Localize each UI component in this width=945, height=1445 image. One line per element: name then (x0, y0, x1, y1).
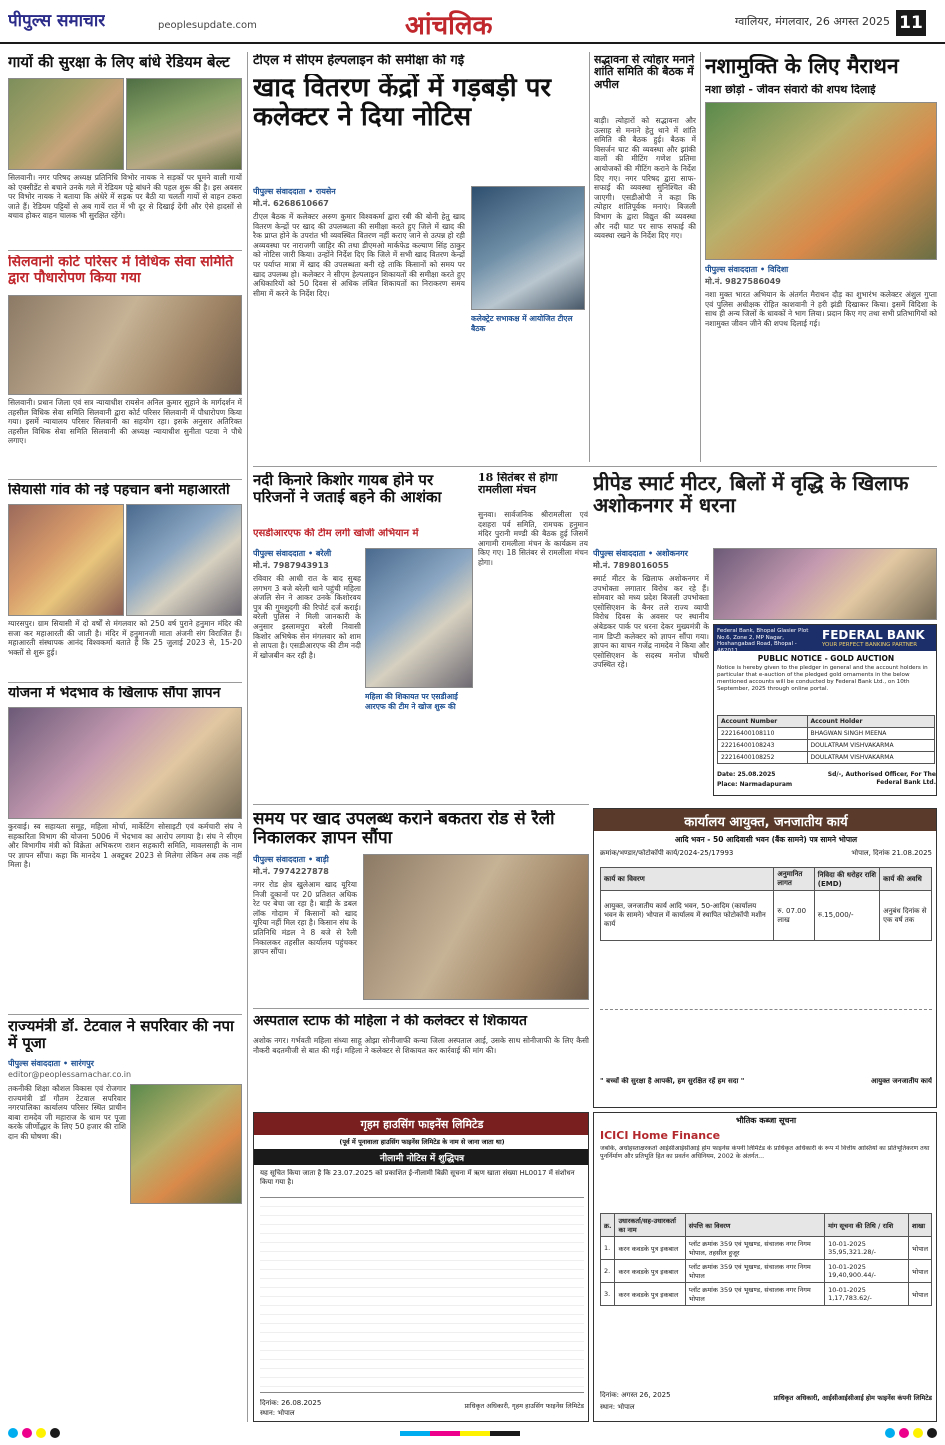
brand-url[interactable]: peoplesupdate.com (158, 20, 257, 31)
registration-mark (899, 1428, 909, 1438)
story-body: स्मार्ट मीटर के खिलाफ अशोकनगर में उपभोक्ता लगातार विरोध कर रहे हैं। सोमवार को मध्य प्रदेश बिजली उपभोक्ता एसोसिएशन के बैनर तले राज्य व्यापी विरोध दिवस के अवसर पर स्थानीय अंबेडकर पार्क पर धरना देकर मुख्यमंत्री के नाम डिप्टी कलेक्टर को ज्ञापन सौंपा गया। ज्ञापन का वाचन गजेंद्र नामदेव ने किया और एसोसिएशन के सदस्य मनोज चौधरी उपस्थित रहे। (593, 574, 709, 670)
story-body: टीएल बैठक में कलेक्टर अरुण कुमार विश्वकर्मा द्वारा रबी की बोनी हेतु खाद वितरण केन्द्रों पर खाद की उपलब्धता की समीक्षा करते हुए जिले में खाद की रैक प्राप्त होने के उपरांत भी व्यवस्थित वितरण नहीं कराए जाने से उत्पन्न हो रही अव्यवस्था पर नाराजगी जाहिर की तथा डीएमओ मार्कफेड कल्याण सिंह ठाकुर को नोटिस जारी किया। उन्होंने निर्देश दिए कि जिले में सभी खाद वितरण केन्द्रों पर पर्याप्त मात्रा में खाद की उपलब्धता बनी रहे ताकि किसानों को समय पर खाद उपलब्ध हो। कलेक्टर ने सीएम हेल्पलाइन शिकायतों की समीक्षा करते हुए अधिकारियों को 50 दिवस से अधिक लंबित शिकायतों का निराकरण समय सीमा में करने के निर्देश दिए। (253, 212, 465, 298)
federal-bank-ad (713, 624, 937, 796)
story-headline[interactable]: गायों की सुरक्षा के लिए बांधे रेडियम बेल्ट (8, 54, 230, 71)
story-headline[interactable]: सिलवानी कोर्ट परिसर में विधिक सेवा समिति द्वारा पौधारोपण किया गया (8, 255, 234, 286)
story-headline[interactable]: योजना में भेदभाव के खिलाफ सौंपा ज्ञापन (8, 686, 221, 701)
mobile: मो.नं. 6268610667 (253, 199, 329, 208)
divider (8, 682, 242, 683)
meeting-photo (471, 186, 585, 310)
table-row: 2. करन कवडके पुत्र इकबाल प्लॉट क्रमांक 359 एवं भूखण्ड, संचालक नगर निगम भोपाल 10-01-2025 19,40,900.44/- भोपाल (601, 1260, 932, 1283)
table-row: 1. करन कवडके पुत्र इकबाल प्लॉट क्रमांक 359 एवं भूखण्ड, संचालक नगर निगम भोपाल, तहसील हुजूर 10-01-2025 35,95,321.28/- भोपाल (601, 1237, 932, 1260)
icici-possession-ad (593, 1112, 937, 1422)
ad-footer: " बच्चों की सुरक्षा है आपकी, हम सुरक्षित रहें हम सदा " (600, 1077, 745, 1085)
ad-title: कार्यालय आयुक्त, जनजातीय कार्य (684, 815, 848, 830)
table-header: मांग सूचना की तिथि / राशि (825, 1214, 909, 1237)
story-photo (126, 78, 242, 170)
byline: पीपुल्स संवाददाता • अशोकनगर (593, 549, 688, 558)
bank-name: FEDERAL BANK (822, 628, 925, 642)
section-title: आंचलिक (405, 11, 493, 41)
dateline: ग्वालियर, मंगलवार, 26 अगस्त 2025 (735, 15, 891, 28)
story-headline[interactable]: अस्पताल स्टाफ की महिला ने की कलेक्टर से शिकायत (253, 1014, 527, 1029)
table-row: 22216400108252 DOULATRAM VISHVAKARMA (718, 752, 935, 764)
story-headline[interactable]: नशामुक्ति के लिए मैराथन (705, 54, 899, 78)
mobile: मो.नं. 7898016055 (593, 561, 669, 570)
table-header: Account Number (718, 716, 808, 728)
ad-signatory: आयुक्त जनजातीय कार्य (870, 1077, 932, 1085)
protest-story (593, 470, 937, 800)
registration-mark (913, 1428, 923, 1438)
hospital-story (253, 1012, 589, 1108)
ad-place: स्थान: भोपाल (600, 1403, 635, 1411)
story-photo (126, 504, 242, 616)
byline: पीपुल्स संवाददाता • विदिशा (705, 265, 789, 274)
story-body: तकनीकी शिक्षा कौशल विकास एवं रोजगार राज्यमंत्री डॉ गौतम टेटवाल सपरिवार नगरपालिका कार्यालय परिसर स्थित प्राचीन बाबा रामदेव जी महाराज के धाम पर पूजा करके जीर्णोद्धार के लिए 50 हजार की राशि दान की घोषणा की। (8, 1084, 126, 1141)
story-headline[interactable]: 18 सितंबर से होगा रामलीला मंचन (478, 472, 558, 497)
table-header: उधारकर्ता/सह-उधारकर्ता का नाम (615, 1214, 685, 1237)
story-headline[interactable]: राज्यमंत्री डॉ. टेटवाल ने सपरिवार की नपा में पूजा (8, 1018, 234, 1052)
notice-body: यह सूचित किया जाता है कि 23.07.2025 को प्रकाशित ई-नीलामी बिक्री सूचना में ऋण खाता संख्या HL0017 में संशोधन किया गया है। (260, 1169, 575, 1187)
table-header: निविदा की धरोहर राशि (EMD) (814, 868, 879, 891)
ad-fine-print (600, 1009, 932, 1069)
table-header: शाखा (908, 1214, 931, 1237)
byline: पीपुल्स संवाददाता • रायसेन (253, 187, 336, 196)
tender-table (600, 867, 932, 941)
story-subheadline: नशा छोड़ो - जीवन संवारो की शपथ दिलाई (705, 84, 876, 96)
table-header: कार्य का विवरण (601, 868, 774, 891)
table-header: क्र. (601, 1214, 615, 1237)
story-body: सिलवानी। नगर परिषद अध्यक्ष प्रतिनिधि विभोर नायक ने सड़कों पर घूमने वाली गायों को एक्सीडेंट से बचाने उनके गले में रेडियम पट्टे बांधने की पहल शुरू की है। इस अवसर पर विभोर नायक ने बताया कि अंधेरे में सड़क पर बैठी या चलती गायों से वाहन टकरा जाते हैं। रेडियम पट्टियों से अब गायें रात में भी दूर से दिखाई देंगी और ऐसे हादसों से बचाव होकर वाहन चालक भी सुरक्षित रहेंगे। (8, 173, 242, 221)
divider (253, 1008, 589, 1009)
column-divider (700, 52, 701, 462)
missing-teen-photo (365, 548, 473, 688)
ad-place: Place: Narmadapuram (717, 781, 793, 788)
story-kicker: टीएल में सीएम हेल्पलाइन की समीक्षा की गई (253, 54, 465, 68)
column-divider (247, 52, 248, 1422)
table-header: Account Holder (807, 716, 934, 728)
story-headline[interactable]: सियासी गांव की नई पहचान बनी महाआरती (8, 483, 230, 498)
table-row: 22216400108110 BHAGWAN SINGH MEENA (718, 728, 935, 740)
mobile: मो.नं. 7987943913 (253, 561, 329, 570)
table-header: संपत्ति का विवरण (685, 1214, 824, 1237)
byline: पीपुल्स संवाददाता • सारंगपुर (8, 1059, 94, 1068)
lead-headline[interactable]: खाद वितरण केंद्रों में गड़बड़ी पर कलेक्टर ने दिया नोटिस (253, 74, 552, 133)
marathon-photo (705, 102, 937, 260)
ad-title: भौतिक कब्जा सूचना (735, 1116, 797, 1125)
side-column (594, 52, 696, 462)
story-headline[interactable]: सद्भावना से त्योहार मनाने शांति समिति की बैठक में अपील (594, 54, 695, 91)
mobile: मो.नं. 9827586049 (705, 277, 781, 286)
story-photo (130, 1084, 242, 1204)
color-bar (460, 1431, 490, 1436)
notice-body: Notice is hereby given to the pledger in general and the account holders in particular that e-auction of the pledged gold ornaments in the below mentioned accounts will be conducted by Federal Bank Ltd., on 10th September, 2025 through online portal. (717, 665, 928, 692)
registration-mark (885, 1428, 895, 1438)
left-column (8, 52, 242, 1422)
story-body: अशोक नगर। गर्भवती महिला संध्या साहू ओझा सोनीजाफी कन्या जिला अस्पताल आई, उसके साथ सोनीजाफी के लिए कैसी नौकरी बदतमीजी से बात की गई। महिला ने कलेक्टर से शिकायत कर कार्रवाई की मांग की। (253, 1036, 589, 1055)
registration-mark (22, 1428, 32, 1438)
ad-date: दिनांक: 26.08.2025 (260, 1399, 322, 1407)
ad-date: दिनांक: अगस्त 26, 2025 (600, 1391, 671, 1399)
table-header: अनुमानित लागत (774, 868, 814, 891)
ad-fine-print (260, 1197, 584, 1393)
story-body: नगर रोड क्षेत्र खुलेआम खाद यूरिया निजी दुकानों पर 20 प्रतिशत अधिक रेट पर बेचा जा रहा है। बाड़ी के डबल लॉक गोदाम में किसानों को खाद यूरिया नहीं मिल रहा है। किसान संघ के प्रतिनिधि मंडल ने 8 बजे से रैली निकालकर तहसील कार्यालय पहुंचकर ज्ञापन सौंपा। (253, 880, 357, 957)
divider (8, 1014, 242, 1015)
masthead (0, 0, 945, 44)
story-body: रविवार की आधी रात के बाद सुबह लगभग 3 बजे बरेली थाने पहुंची महिला अंजलि सेन ने आकर उनके किशोरवय पुत्र की गुमशुदगी की रिपोर्ट दर्ज कराई। बरेली पुलिस ने मिली जानकारी के अनुसार इस्लामपुरा बरेली निवासी किशोर अभिषेक सेन मंगलवार को शाम से लापता है। एसडीआरएफ की टीम नदी में खोजबीन कर रही है। (253, 574, 361, 660)
ad-subtitle: (पूर्व में पूनावाला हाउसिंग फाइनेंस लिमिटेड के नाम से जाना जाता था) (339, 1138, 505, 1146)
column-divider (589, 52, 590, 462)
divider (8, 479, 242, 480)
byline: पीपुल्स संवाददाता • बरेली (253, 549, 332, 558)
notice-title: नीलामी नोटिस में शुद्धिपत्र (379, 1154, 465, 1164)
divider (253, 466, 937, 467)
bank-logo: ICICI Home Finance (600, 1129, 721, 1142)
marathon-story (705, 52, 937, 462)
registration-mark (50, 1428, 60, 1438)
ad-date: भोपाल, दिनांक 21.08.2025 (851, 849, 932, 857)
ad-signatory: प्राधिकृत अधिकारी, आईसीआईसीआई होम फाइनेंस कंपनी लिमिटेड (773, 1394, 932, 1402)
tribal-tender-ad (593, 808, 937, 1108)
registration-mark (36, 1428, 46, 1438)
table-header: कार्य की अवधि (880, 868, 932, 891)
photo-caption: महिला की शिकायत पर एसडीआई आरएफ की टीम ने खोज शुरू की (365, 692, 458, 711)
brand-logo[interactable]: पीपुल्स समाचार (8, 11, 106, 31)
color-bar (400, 1431, 430, 1436)
story-kicker: एसडीआरएफ की टीम लगी खोजी अभियान में (253, 528, 419, 539)
protest-photo (713, 548, 937, 620)
missing-story (253, 470, 473, 800)
story-headline[interactable]: प्रीपेड स्मार्ट मीटर, बिलों में वृद्धि के खिलाफ अशोकनगर में धरना (593, 472, 909, 517)
ramleela-story (478, 470, 588, 800)
lead-story (253, 52, 585, 462)
notice-title: PUBLIC NOTICE - GOLD AUCTION (757, 654, 895, 663)
rally-photo (363, 854, 589, 1000)
story-body: बाड़ी। त्योहारों को सद्भावना और उत्साह से मनाने हेतु थाने में शांति समिति की बैठक हुई। बैठक में विसर्जन घाट की व्यवस्था और झांकी वालों की मीटिंग गणेश प्रतिमा आयोजकों की मीटिंग कराने के निर्देश दिए गए। नगर परिषद द्वारा साफ-सफाई की व्यवस्था सुनिश्चित की जाएगी। एसडीओपी ने कहा कि त्योहार शांतिपूर्वक मनाएं। बिजली विभाग के द्वारा विद्युत की व्यवस्था और नदी घाट पर साफ सफाई की व्यवस्था रखने के निर्देश दिए गए। (594, 116, 696, 241)
color-bar (490, 1431, 520, 1436)
byline: पीपुल्स संवाददाता • बाड़ी (253, 855, 329, 864)
bank-branch: Federal Bank, Bhopal Glasier Plot No.6, Zone 2, MP Nagar, Hoshangabad Road, Bhopal - 462011 (717, 628, 809, 654)
color-bar (430, 1431, 460, 1436)
email-link[interactable]: editor@peoplessamachar.co.in (8, 1070, 132, 1079)
story-headline[interactable]: नदी किनारे किशोर गायब होने पर परिजनों ने जताई बहने की आशंका (253, 472, 442, 506)
fertilizer-story (253, 808, 589, 1004)
bank-tagline: YOUR PERFECT BANKING PARTNER (822, 642, 918, 648)
griham-ad (253, 1112, 589, 1422)
registration-mark (8, 1428, 18, 1438)
story-photo (8, 295, 242, 395)
notice-body: जबकि, अधोहस्ताक्षरकर्ता आईसीआईसीआई होम फाइनेंस कंपनी लिमिटेड के प्राधिकृत अधिकारी के रूप में वित्तीय आस्तियों का प्रतिभूतिकरण तथा पुनर्निर्माण और प्रतिभूति हित का प्रवर्तन अधिनियम, 2002 के अंतर्गत... (600, 1145, 930, 1161)
story-photo (8, 78, 124, 170)
story-headline[interactable]: समय पर खाद उपलब्ध कराने बकतरा रोड से रैली निकालकर ज्ञापन सौंपा (253, 810, 555, 849)
story-body: ग्यारसपुर। ग्राम सियासी में दो वर्षों से मंगलवार को 250 वर्ष पुराने हनुमान मंदिर की सजा कर महाआरती की जाती है। मंदिर में हनुमानजी माता अंजनी संग विराजित हैं। महाआरती संस्थापक आनंद विश्वकर्मा बताते हैं कि 25 जुलाई 2023 से, 15-20 भक्तों से शुरू हुई। (8, 619, 242, 657)
page-number: 11 (896, 10, 926, 36)
divider (8, 250, 242, 251)
possession-table (600, 1213, 932, 1306)
story-body: नशा मुक्त भारत अभियान के अंतर्गत मैराथन दौड़ का शुभारंभ कलेक्टर अंशुल गुप्ता एवं पुलिस अधीक्षक रोहित काशवानी ने हरी झंडी दिखाकर किया। इसमें विदिशा के साथ ही अन्य जिलों के धावकों ने भाग लिया। प्रदान किए गए तथा सभी प्रतिभागियों को नशामुक्त जीवन जीने की शपथ दिलाई गई। (705, 290, 937, 328)
mobile: मो.नं. 7974227878 (253, 867, 329, 876)
auction-table (717, 715, 935, 764)
table-row: 3. करन कवडके पुत्र इकबाल प्लॉट क्रमांक 359 एवं भूखण्ड, संचालक नगर निगम भोपाल 10-01-2025 1,17,783.62/- भोपाल (601, 1283, 932, 1306)
ad-signatory: प्राधिकृत अधिकारी, गृहम हाउसिंग फाइनेंस लिमिटेड (464, 1402, 584, 1410)
photo-caption: कलेक्ट्रेट सभाकक्ष में आयोजित टीएल बैठक (471, 314, 573, 333)
ad-title: गृहम हाउसिंग फाइनेंस लिमिटेड (360, 1118, 484, 1131)
story-body: कुरवाई। स्व सहायता समूह, महिला मोर्चा, मार्केटिंग सोसाइटी एवं कर्मचारी संघ ने सहकारिता विभाग की योजना 5006 में भेदभाव का आरोप लगाया है। संघ ने सीएम और विभागीय मंत्री को विक्रेता अभिकरण राशन सहकारी समिति, मावलसाही के नाम पर ज्ञापन सौंपा। कहा कि मानदेय 1 अक्टूबर 2023 से मिलेगा लेकिन अब तक नहीं मिला है। (8, 822, 242, 870)
divider (253, 804, 589, 805)
ad-signatory: Sd/-, Authorised Officer, For The Federal Bank Ltd. (827, 771, 936, 786)
story-photo (8, 504, 124, 616)
table-row: 22216400108243 DOULATRAM VISHVAKARMA (718, 740, 935, 752)
ad-subtitle: आदि भवन - 50 आदिवासी भवन (बैंक सामने) पत्र सामने भोपाल (674, 835, 858, 844)
story-body: सुनवा। सार्वजनिक श्रीरामलीला एवं दशहरा पर्व समिति, रामचक हनुमान मंदिर पुरानी मण्डी की बैठक हुई जिसमें आगामी रामलीला मंचन के कार्यक्रम तय किए गए। 18 सितंबर से रामलीला मंचन होगा। (478, 510, 588, 567)
registration-mark (927, 1428, 937, 1438)
story-body: सिलवानी। प्रधान जिला एवं सत्र न्यायाधीश रायसेन अनिल कुमार सुहाने के मार्गदर्शन में तहसील विधिक सेवा समिति सिलवानी द्वारा कोर्ट परिसर सिलवानी में पौधारोपण किया गया। इसमें न्यायालय परिसर सिलवानी का सहयोग रहा। इसके अनुसार अतिरिक्त तहसील विधिक सेवा समिति सिलवानी की अध्यक्ष न्यायाधीश सुनीता पटवा ने पौधे लगाए। (8, 398, 242, 446)
story-photo (8, 707, 242, 819)
ad-ref: क्रमांक/भण्डार/फोटोकॉपी कार्य/2024-25/17993 (600, 849, 734, 857)
table-row: आयुक्त, जनजातीय कार्य आदि भवन, 50-आदिम (कार्यालय भवन के सामने) भोपाल में कार्यालय में स्थापित फोटोकॉपी मशीन कार्य रु. 07.00 लाख रु.15,000/- अनुबंध दिनांक से एक वर्ष तक (601, 891, 932, 941)
ad-date: Date: 25.08.2025 (717, 771, 776, 778)
ad-place: स्थान: भोपाल (260, 1409, 295, 1417)
